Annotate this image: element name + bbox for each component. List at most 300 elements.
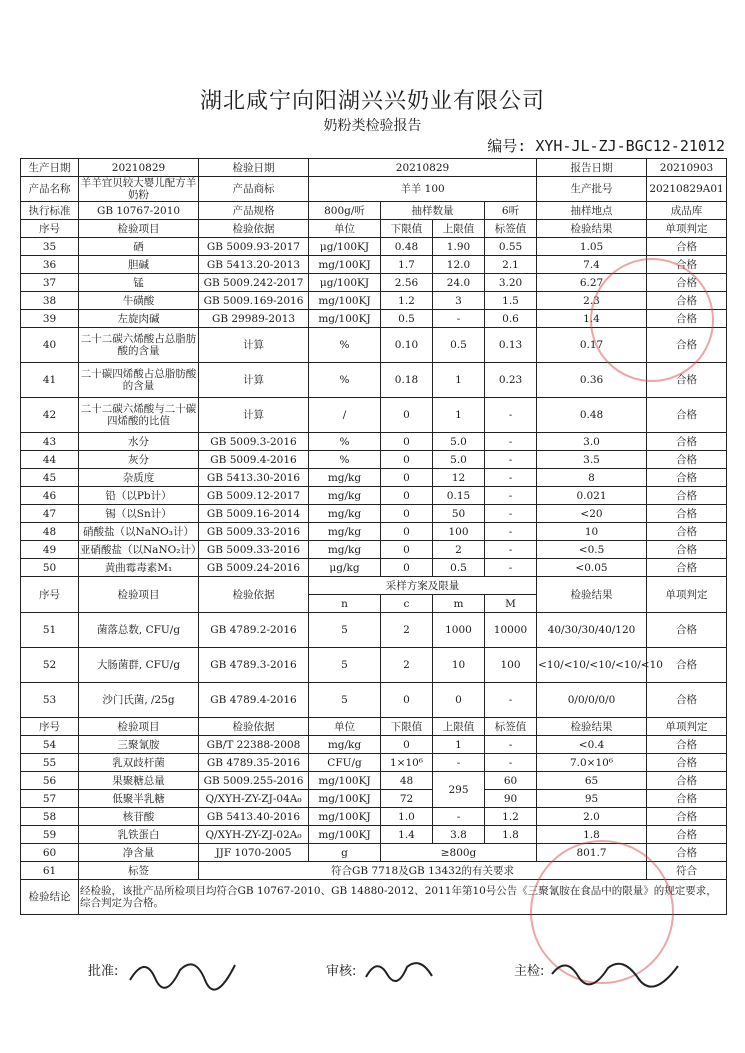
table-cell: 杂质度 xyxy=(79,469,199,487)
table-cell: 100 xyxy=(433,523,485,541)
table-cell: 3 xyxy=(433,292,485,310)
table-cell: 39 xyxy=(21,310,79,328)
table-cell: 95 xyxy=(537,790,647,808)
column-header: 单项判定 xyxy=(647,220,727,238)
location-label: 抽样地点 xyxy=(537,202,647,220)
table-cell: 三聚氰胺 xyxy=(79,736,199,754)
table-cell: JJF 1070-2005 xyxy=(199,844,309,862)
table-cell: 52 xyxy=(21,648,79,683)
table-cell: 1.90 xyxy=(433,238,485,256)
table-cell: 合格 xyxy=(647,310,727,328)
table-cell: 二十二碳六烯酸与二十碳四烯酸的比值 xyxy=(79,398,199,433)
table-cell: % xyxy=(309,451,381,469)
table-cell: 合格 xyxy=(647,754,727,772)
table-row xyxy=(21,541,727,559)
location: 成品库 xyxy=(647,202,727,220)
table-cell: 24.0 xyxy=(433,274,485,292)
table-cell: mg/100KJ xyxy=(309,790,381,808)
table-cell: 合格 xyxy=(647,844,727,862)
table-cell: 1.8 xyxy=(537,826,647,844)
table-cell: 40 xyxy=(21,328,79,363)
table-cell: - xyxy=(485,541,537,559)
column-header: 检验结果 xyxy=(537,577,647,613)
table-cell: mg/100KJ xyxy=(309,256,381,274)
table-cell: 0 xyxy=(381,559,433,577)
brand-label: 产品商标 xyxy=(199,177,309,202)
qty-label: 抽样数量 xyxy=(381,202,485,220)
table-cell: 60 xyxy=(21,844,79,862)
table-cell: - xyxy=(485,736,537,754)
table-cell: 灰分 xyxy=(79,451,199,469)
table-cell: 1 xyxy=(433,363,485,398)
table-cell: 72 xyxy=(381,790,433,808)
table-cell: 合格 xyxy=(647,613,727,648)
table-cell: 1 xyxy=(433,398,485,433)
table-cell: 0 xyxy=(433,683,485,718)
table-cell: 锰 xyxy=(79,274,199,292)
table-cell: 合格 xyxy=(647,328,727,363)
table-cell: - xyxy=(485,469,537,487)
table-cell: / xyxy=(309,398,381,433)
conclusion-label: 检验结论 xyxy=(21,880,79,915)
table-cell: 2 xyxy=(381,613,433,648)
table-cell: 沙门氏菌, /25g xyxy=(79,683,199,718)
table-cell: 0.5 xyxy=(433,328,485,363)
table-cell: 49 xyxy=(21,541,79,559)
table-cell: 42 xyxy=(21,398,79,433)
table-cell: 0.5 xyxy=(381,310,433,328)
table-cell: GB 29989-2013 xyxy=(199,310,309,328)
column-header: 上限值 xyxy=(433,718,485,736)
table-cell: GB 5009.33-2016 xyxy=(199,523,309,541)
table-cell: 合格 xyxy=(647,790,727,808)
table-cell: 48 xyxy=(21,523,79,541)
table-cell: GB 5413.30-2016 xyxy=(199,469,309,487)
column-header: 单项判定 xyxy=(647,577,727,613)
table-cell: mg/100KJ xyxy=(309,310,381,328)
table-cell: 35 xyxy=(21,238,79,256)
table-row xyxy=(21,523,727,541)
table-cell: - xyxy=(433,754,485,772)
table-cell: - xyxy=(485,433,537,451)
inspector-label: 主检: xyxy=(514,964,545,979)
table-cell: 3.5 xyxy=(537,451,647,469)
table-cell: 硒 xyxy=(79,238,199,256)
table-cell: 符合 xyxy=(647,862,727,880)
document-number: 编号: XYH-JL-ZJ-BGC12-21012 xyxy=(487,137,725,155)
table-cell: <0.5 xyxy=(537,541,647,559)
table-cell: 1×10⁶ xyxy=(381,754,433,772)
table-cell: 10 xyxy=(537,523,647,541)
table-cell: mg/kg xyxy=(309,487,381,505)
table-cell: - xyxy=(485,559,537,577)
table-cell: <20 xyxy=(537,505,647,523)
table-cell: 90 xyxy=(485,790,537,808)
table-cell: - xyxy=(485,683,537,718)
table-cell: GB 4789.4-2016 xyxy=(199,683,309,718)
table-cell: GB 5009.93-2017 xyxy=(199,238,309,256)
table-cell: 合格 xyxy=(647,292,727,310)
table-cell: 0 xyxy=(381,736,433,754)
conclusion-text: 经检验，该批产品所检项目均符合GB 10767-2010、GB 14880-2012、2011年第10号公告《三聚氰胺在食品中的限量》的规定要求，综合判定为合格。 xyxy=(79,880,727,915)
table-cell: mg/100KJ xyxy=(309,292,381,310)
column-header: 单位 xyxy=(309,220,381,238)
table-cell: 0 xyxy=(381,433,433,451)
table-cell: 计算 xyxy=(199,398,309,433)
table-cell: μg/kg xyxy=(309,559,381,577)
table-cell: 46 xyxy=(21,487,79,505)
table-cell: 核苷酸 xyxy=(79,808,199,826)
table-cell: 铅（以Pb计） xyxy=(79,487,199,505)
table-cell: <0.4 xyxy=(537,736,647,754)
table-cell: GB 5413.20-2013 xyxy=(199,256,309,274)
table-cell: 合格 xyxy=(647,256,727,274)
table-cell: 1.4 xyxy=(537,310,647,328)
table-cell: 合格 xyxy=(647,559,727,577)
column-header: 检验依据 xyxy=(199,220,309,238)
table-cell: 100 xyxy=(485,648,537,683)
table-cell: 0 xyxy=(381,505,433,523)
table-row xyxy=(21,451,727,469)
table-cell: 5 xyxy=(309,648,381,683)
brand: 羊羊 100 xyxy=(309,177,537,202)
table-cell: GB 4789.2-2016 xyxy=(199,613,309,648)
column-header: M xyxy=(485,595,537,613)
table-cell: GB 5009.242-2017 xyxy=(199,274,309,292)
table-cell: 801.7 xyxy=(537,844,647,862)
table-cell: GB 5009.169-2016 xyxy=(199,292,309,310)
column-header: m xyxy=(433,595,485,613)
table-cell: 净含量 xyxy=(79,844,199,862)
table-cell: 0.36 xyxy=(537,363,647,398)
table-cell: mg/kg xyxy=(309,541,381,559)
table-cell: 1.2 xyxy=(485,808,537,826)
table-cell: 胆碱 xyxy=(79,256,199,274)
table-cell: mg/100KJ xyxy=(309,826,381,844)
table-cell: - xyxy=(433,808,485,826)
table-cell: μg/100KJ xyxy=(309,238,381,256)
column-header: 单项判定 xyxy=(647,718,727,736)
table-cell: 0.17 xyxy=(537,328,647,363)
table-cell: GB 5009.255-2016 xyxy=(199,772,309,790)
table-cell: 56 xyxy=(21,772,79,790)
table-cell: 合格 xyxy=(647,541,727,559)
table-cell: mg/kg xyxy=(309,469,381,487)
table-cell: 亚硝酸盐（以NaNO₂计） xyxy=(79,541,199,559)
table-cell: 12.0 xyxy=(433,256,485,274)
table-cell: 37 xyxy=(21,274,79,292)
table-cell: 55 xyxy=(21,754,79,772)
table-cell: 0.18 xyxy=(381,363,433,398)
table-cell: 合格 xyxy=(647,398,727,433)
column-header: 检验项目 xyxy=(79,577,199,613)
column-header: 采样方案及限量 xyxy=(309,577,537,595)
table-cell: 0 xyxy=(381,523,433,541)
spec: 800g/听 xyxy=(309,202,381,220)
table-row xyxy=(21,487,727,505)
table-cell: 3.8 xyxy=(433,826,485,844)
table-cell: 锡（以Sn计） xyxy=(79,505,199,523)
table-cell: 0 xyxy=(381,487,433,505)
table-cell: 47 xyxy=(21,505,79,523)
review-label: 审核: xyxy=(326,964,357,979)
table-cell: 0.5 xyxy=(433,559,485,577)
table-cell: GB 5009.16-2014 xyxy=(199,505,309,523)
prod-date-label: 生产日期 xyxy=(21,159,79,177)
table-cell: 2.0 xyxy=(537,808,647,826)
table-cell: 合格 xyxy=(647,648,727,683)
insp-date-label: 检验日期 xyxy=(199,159,309,177)
table-cell: 果聚糖总量 xyxy=(79,772,199,790)
table-cell: 5.0 xyxy=(433,433,485,451)
column-header: 下限值 xyxy=(381,220,433,238)
standard-label: 执行标准 xyxy=(21,202,79,220)
table-cell: GB 5009.12-2017 xyxy=(199,487,309,505)
table-cell: <10/<10/<10/<10/<10 xyxy=(537,648,647,683)
column-header: 序号 xyxy=(21,220,79,238)
table-cell: mg/kg xyxy=(309,505,381,523)
table-cell: 59 xyxy=(21,826,79,844)
table-cell: 8 xyxy=(537,469,647,487)
table-row xyxy=(21,433,727,451)
table-cell: 硝酸盐（以NaNO₃计） xyxy=(79,523,199,541)
product-name: 羊羊宜贝较大婴儿配方羊奶粉 xyxy=(79,177,199,202)
table-cell: 计算 xyxy=(199,328,309,363)
report-date: 20210903 xyxy=(647,159,727,177)
prod-date: 20210829 xyxy=(79,159,199,177)
table-cell: 54 xyxy=(21,736,79,754)
table-cell: 7.4 xyxy=(537,256,647,274)
table-cell: 标签 xyxy=(79,862,199,880)
table-cell: GB 5009.24-2016 xyxy=(199,559,309,577)
inspector-signature xyxy=(548,952,688,986)
column-header: 检验项目 xyxy=(79,718,199,736)
table-cell: 5 xyxy=(309,683,381,718)
table-cell: 60 xyxy=(485,772,537,790)
table-cell: 2.56 xyxy=(381,274,433,292)
table-cell: % xyxy=(309,433,381,451)
table-cell: - xyxy=(485,398,537,433)
table-row xyxy=(21,648,727,683)
table-cell: 合格 xyxy=(647,363,727,398)
company-title: 湖北咸宁向阳湖兴兴奶业有限公司 xyxy=(199,89,545,114)
table-cell: 合格 xyxy=(647,451,727,469)
batch: 20210829A01 xyxy=(647,177,727,202)
table-cell: 50 xyxy=(433,505,485,523)
table-cell: 61 xyxy=(21,862,79,880)
table-cell: 合格 xyxy=(647,808,727,826)
table-cell: 65 xyxy=(537,772,647,790)
table-cell: Q/XYH-ZY-ZJ-02A₀ xyxy=(199,826,309,844)
table-cell: 0/0/0/0/0 xyxy=(537,683,647,718)
table-cell: GB 4789.3-2016 xyxy=(199,648,309,683)
table-cell: 水分 xyxy=(79,433,199,451)
table-cell: 43 xyxy=(21,433,79,451)
column-header: 序号 xyxy=(21,577,79,613)
table-cell: 38 xyxy=(21,292,79,310)
table-cell: 0.13 xyxy=(485,328,537,363)
table-cell: mg/kg xyxy=(309,523,381,541)
table-cell: GB/T 22388-2008 xyxy=(199,736,309,754)
table-cell: ≥800g xyxy=(381,844,537,862)
table-cell: 符合GB 7718及GB 13432的有关要求 xyxy=(199,862,647,880)
table-cell: 44 xyxy=(21,451,79,469)
table-cell: 58 xyxy=(21,808,79,826)
table-cell: - xyxy=(485,487,537,505)
table-cell: % xyxy=(309,363,381,398)
table-cell: 二十碳四烯酸占总脂肪酸的含量 xyxy=(79,363,199,398)
spec-label: 产品规格 xyxy=(199,202,309,220)
table-row xyxy=(21,505,727,523)
table-cell: 2 xyxy=(381,648,433,683)
table-row xyxy=(21,736,727,754)
table-cell: 51 xyxy=(21,613,79,648)
table-cell: 50 xyxy=(21,559,79,577)
review-signature xyxy=(362,952,442,986)
table-cell: GB 5009.33-2016 xyxy=(199,541,309,559)
table-cell: GB 5009.3-2016 xyxy=(199,433,309,451)
table-cell: μg/100KJ xyxy=(309,274,381,292)
table-cell: CFU/g xyxy=(309,754,381,772)
table-cell: 0 xyxy=(381,683,433,718)
table-cell: 0.021 xyxy=(537,487,647,505)
table-cell: 1.4 xyxy=(381,826,433,844)
table-cell: 12 xyxy=(433,469,485,487)
column-header: c xyxy=(381,595,433,613)
column-header: 上限值 xyxy=(433,220,485,238)
table-row xyxy=(21,613,727,648)
column-header: n xyxy=(309,595,381,613)
table-cell: 合格 xyxy=(647,772,727,790)
table-cell: 1.2 xyxy=(381,292,433,310)
table-cell: - xyxy=(485,523,537,541)
table-row xyxy=(21,559,727,577)
table-cell: 2.3 xyxy=(537,292,647,310)
table-cell: 合格 xyxy=(647,274,727,292)
table-cell: GB 4789.35-2016 xyxy=(199,754,309,772)
table-cell: 0.23 xyxy=(485,363,537,398)
table-cell: 41 xyxy=(21,363,79,398)
table-cell: 0.10 xyxy=(381,328,433,363)
table-cell: 合格 xyxy=(647,736,727,754)
table-row xyxy=(21,808,727,826)
table-cell: GB 5413.40-2016 xyxy=(199,808,309,826)
column-header: 检验结果 xyxy=(537,718,647,736)
table-cell: 6.27 xyxy=(537,274,647,292)
table-cell: 大肠菌群, CFU/g xyxy=(79,648,199,683)
product-name-label: 产品名称 xyxy=(21,177,79,202)
table-cell: 合格 xyxy=(647,469,727,487)
table-cell: mg/100KJ xyxy=(309,808,381,826)
table-cell: 3.0 xyxy=(537,433,647,451)
table-cell: 2 xyxy=(433,541,485,559)
table-cell: 1.0 xyxy=(381,808,433,826)
table-cell: 0 xyxy=(381,541,433,559)
column-header: 下限值 xyxy=(381,718,433,736)
table-cell: 低聚半乳糖 xyxy=(79,790,199,808)
table-cell: 合格 xyxy=(647,683,727,718)
table-cell: 合格 xyxy=(647,505,727,523)
table-cell: 二十二碳六烯酸占总脂肪酸的含量 xyxy=(79,328,199,363)
table-cell: 0.15 xyxy=(433,487,485,505)
table-cell: 合格 xyxy=(647,826,727,844)
table-cell: <0.05 xyxy=(537,559,647,577)
table-cell: 合格 xyxy=(647,433,727,451)
table-cell: mg/100KJ xyxy=(309,772,381,790)
column-header: 检验项目 xyxy=(79,220,199,238)
table-cell: 乳双歧杆菌 xyxy=(79,754,199,772)
table-row xyxy=(21,238,727,256)
table-cell: 45 xyxy=(21,469,79,487)
table-row xyxy=(21,754,727,772)
table-cell: 1000 xyxy=(433,613,485,648)
table-row xyxy=(21,469,727,487)
table-cell: 0.48 xyxy=(537,398,647,433)
table-cell: GB 5009.4-2016 xyxy=(199,451,309,469)
table-cell: 合格 xyxy=(647,487,727,505)
column-header: 检验结果 xyxy=(537,220,647,238)
column-header: 标签值 xyxy=(485,718,537,736)
table-cell: 36 xyxy=(21,256,79,274)
table-cell: 3.20 xyxy=(485,274,537,292)
qty: 6听 xyxy=(485,202,537,220)
table-cell: 乳铁蛋白 xyxy=(79,826,199,844)
table-cell: 计算 xyxy=(199,363,309,398)
table-cell: 0 xyxy=(381,469,433,487)
column-header-row xyxy=(21,718,727,736)
table-cell: 菌落总数, CFU/g xyxy=(79,613,199,648)
report-title: 奶粉类检验报告 xyxy=(323,118,422,134)
table-cell: 0.48 xyxy=(381,238,433,256)
table-row xyxy=(21,683,727,718)
table-cell: - xyxy=(485,505,537,523)
insp-date: 20210829 xyxy=(309,159,537,177)
table-cell: % xyxy=(309,328,381,363)
table-cell: 1 xyxy=(433,736,485,754)
table-cell: 合格 xyxy=(647,238,727,256)
table-row xyxy=(21,826,727,844)
table-cell: Q/XYH-ZY-ZJ-04A₀ xyxy=(199,790,309,808)
table-cell: 0.6 xyxy=(485,310,537,328)
table-cell: 0 xyxy=(381,398,433,433)
table-cell: 48 xyxy=(381,772,433,790)
table-cell: 1.5 xyxy=(485,292,537,310)
standard: GB 10767-2010 xyxy=(79,202,199,220)
table-row xyxy=(21,772,727,790)
column-header: 检验依据 xyxy=(199,718,309,736)
column-header-row xyxy=(21,220,727,238)
table-cell: 2.1 xyxy=(485,256,537,274)
table-cell: 左旋肉碱 xyxy=(79,310,199,328)
table-cell: 合格 xyxy=(647,523,727,541)
table-cell: 57 xyxy=(21,790,79,808)
table-cell: 10 xyxy=(433,648,485,683)
table-cell: 0 xyxy=(381,451,433,469)
column-header: 单位 xyxy=(309,718,381,736)
official-seal xyxy=(590,258,714,382)
column-header: 序号 xyxy=(21,718,79,736)
table-cell: - xyxy=(485,754,537,772)
table-cell: 10000 xyxy=(485,613,537,648)
table-cell: 1.05 xyxy=(537,238,647,256)
table-cell: - xyxy=(433,310,485,328)
table-cell: 295 xyxy=(433,772,485,808)
table-row xyxy=(21,398,727,433)
micro-header-row xyxy=(21,577,727,595)
table-cell: 黄曲霉毒素M₁ xyxy=(79,559,199,577)
column-header: 标签值 xyxy=(485,220,537,238)
table-cell: g xyxy=(309,844,381,862)
